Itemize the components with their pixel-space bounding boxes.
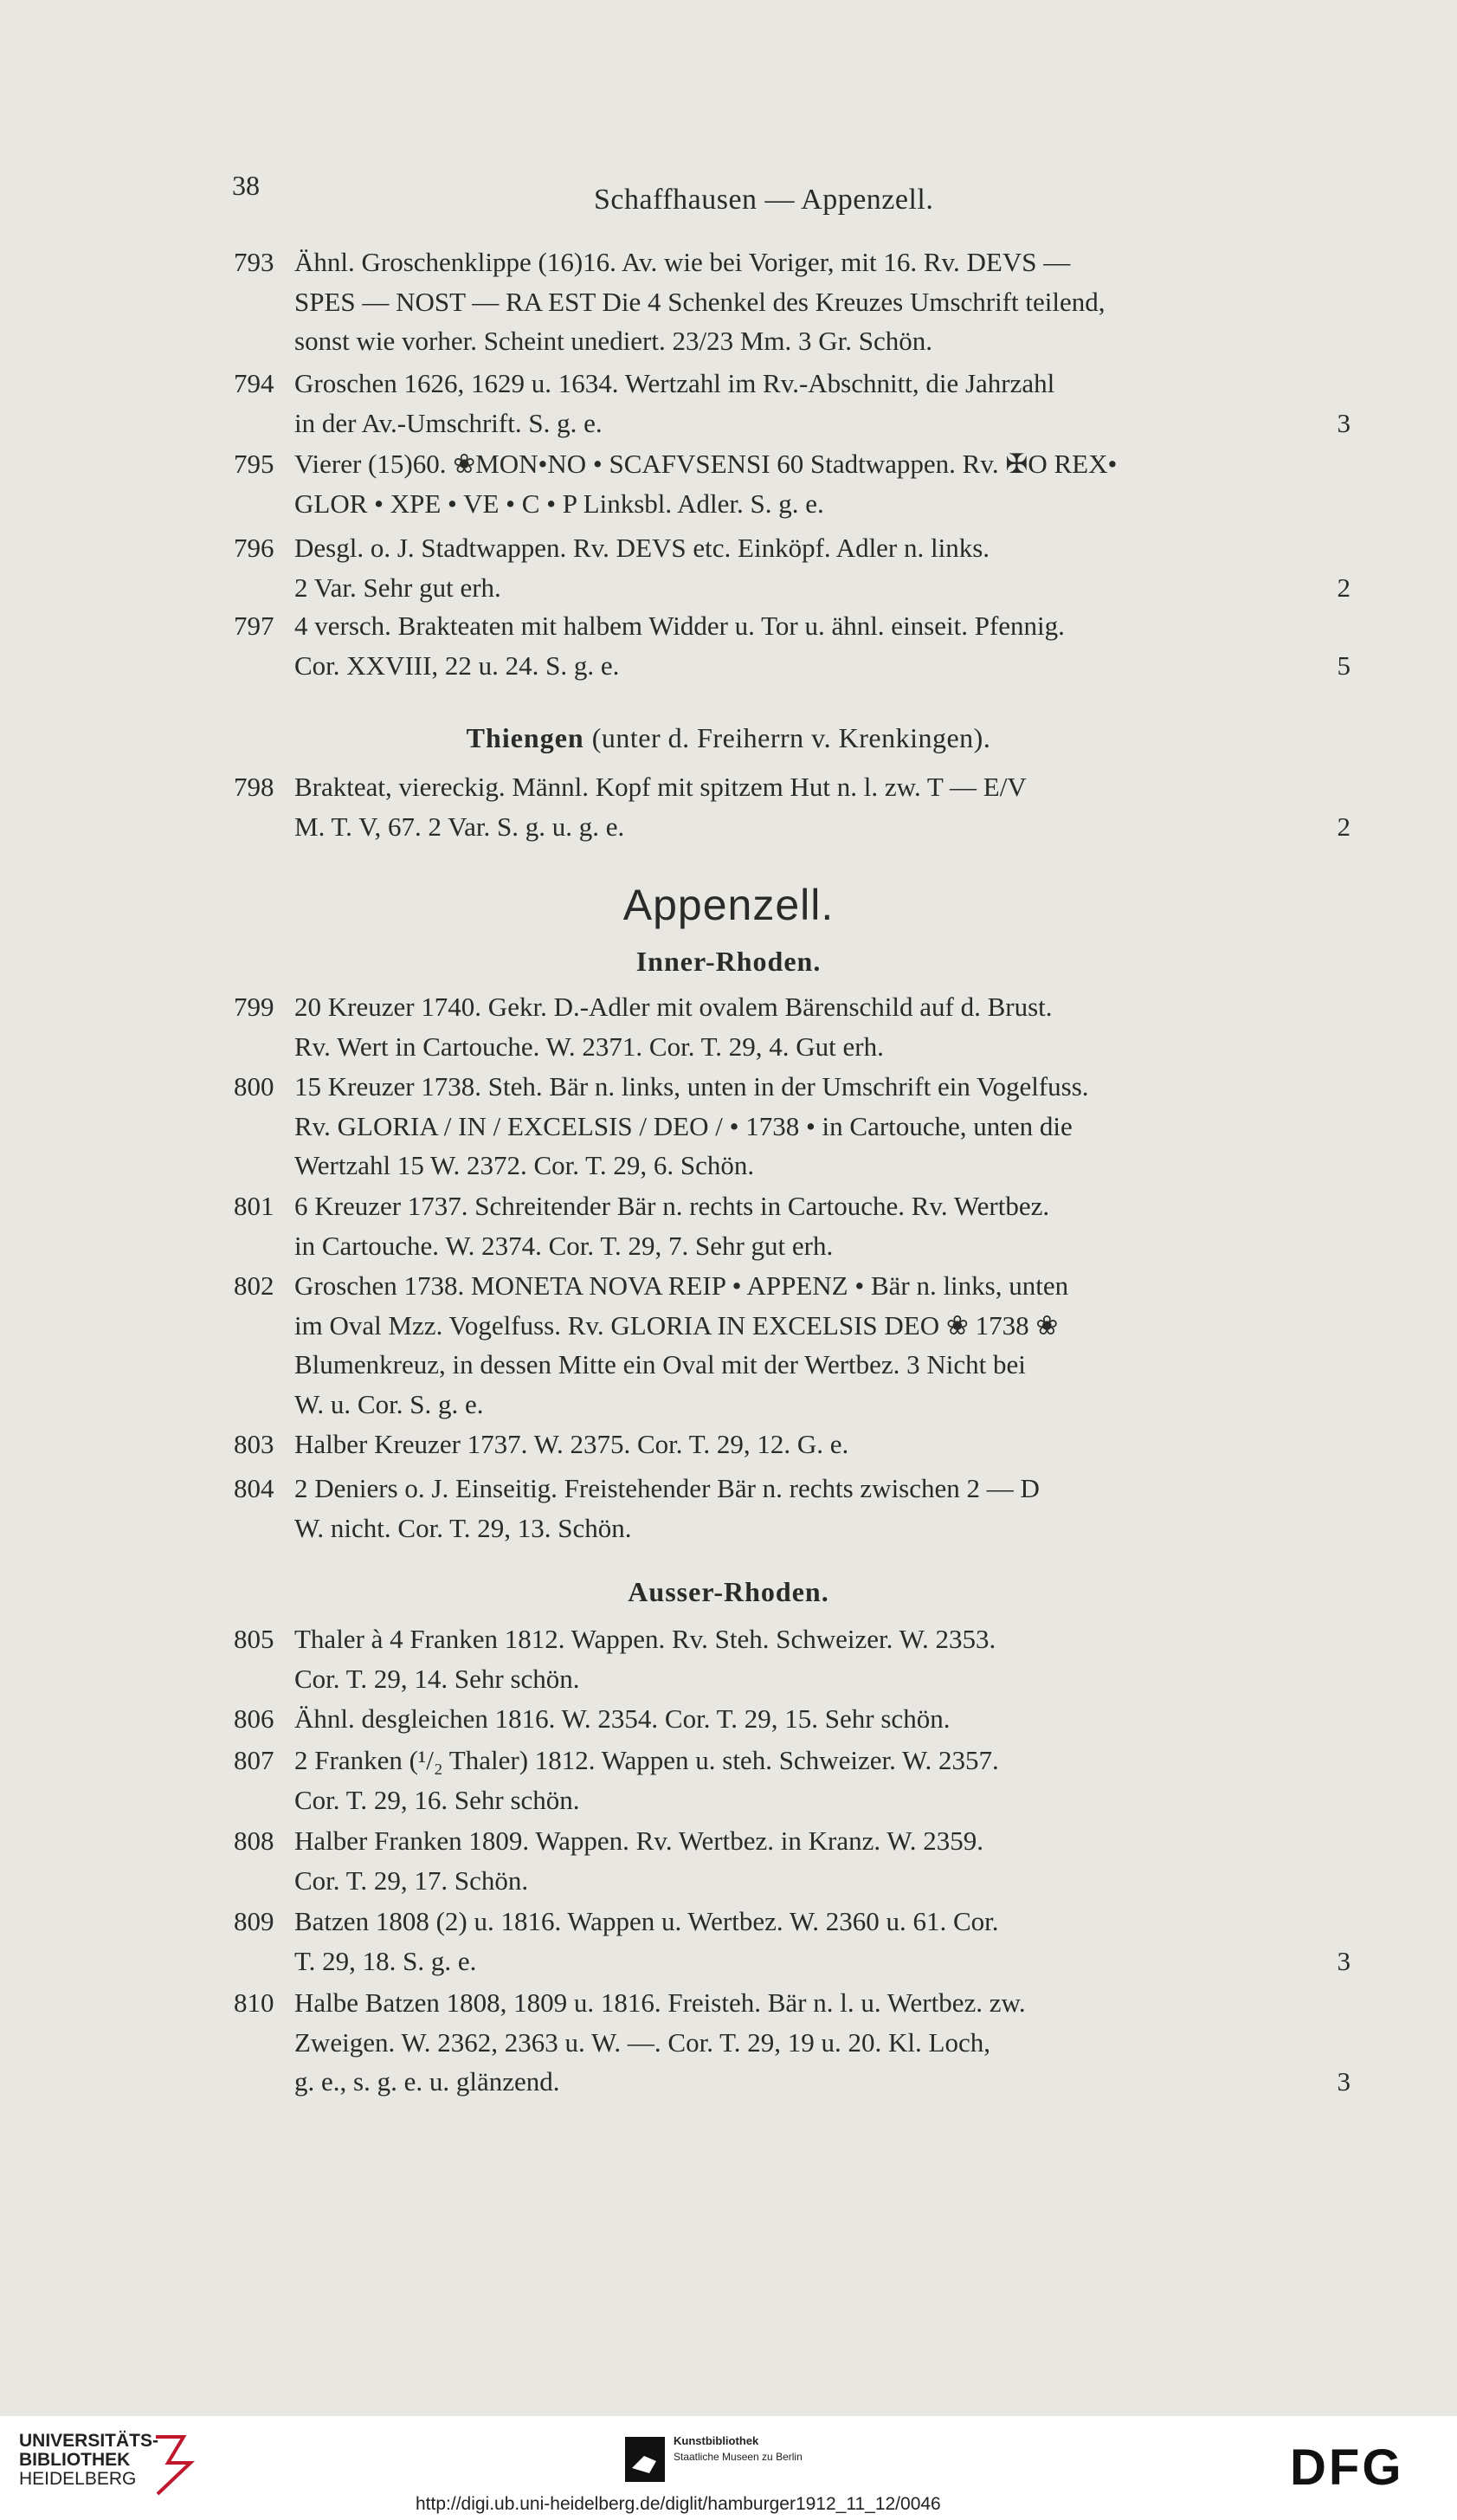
entry-794: 794 Groschen 1626, 1629 u. 1634. Wertzahl im Rv.-Abschnitt, die Jahrzahl in der Av.-Umschrift. S. g. e. 3 (234, 364, 1351, 443)
permalink-url[interactable]: http://digi.ub.uni-heidelberg.de/diglit/hamburger1912_11_12/0046 (416, 2494, 941, 2514)
entry-803: 803 Halber Kreuzer 1737. W. 2375. Cor. T. 29, 12. G. e. (234, 1429, 849, 1459)
entry-810: 810 Halbe Batzen 1808, 1809 u. 1816. Freisteh. Bär n. l. u. Wertbez. zw. Zweigen. W. 2362, 2363 u. W. —. Cor. T. 29, 19 u. 20. Kl. Loch, g. e., s. g. e. u. glänzend. 3 (234, 1983, 1351, 2102)
kunstbibliothek-logo-icon (623, 2435, 667, 2484)
entry-801: 801 6 Kreuzer 1737. Schreitender Bär n. rechts in Cartouche. Rv. Wertbez. in Cartouche. W. 2374. Cor. T. 29, 7. Sehr gut erh. (234, 1191, 1050, 1261)
price: 3 (1337, 1945, 1351, 1976)
entry-795: 795 Vierer (15)60. ❀MON•NO • SCAFVSENSI 60 Stadtwappen. Rv. ✠O REX• GLOR • XPE • VE • C • P Linksbl. Adler. S. g. e. (234, 449, 1118, 519)
price: 3 (1337, 407, 1351, 438)
entry-809: 809 Batzen 1808 (2) u. 1816. Wappen u. Wertbez. W. 2360 u. 61. Cor. T. 29, 18. S. g. e. 3 (234, 1902, 1351, 1980)
entry-796: 796 Desgl. o. J. Stadtwappen. Rv. DEVS etc. Einköpf. Adler n. links. 2 Var. Sehr gut erh. 2 (234, 528, 1351, 607)
entry-802: 802 Groschen 1738. MONETA NOVA REIP • APPENZ • Bär n. links, unten im Oval Mzz. Vogelfuss. Rv. GLORIA IN EXCELSIS DEO ❀ 1738 ❀ Blumenkreuz, in dessen Mitte ein Oval mit der Wertbez. 3 Nicht bei W. u. Cor. S. g. e. (234, 1270, 1069, 1419)
page-number: 38 (232, 170, 260, 201)
section-heading-thiengen: Thiengen (unter d. Freiherrn v. Krenkingen). (466, 722, 991, 753)
price: 3 (1337, 2066, 1351, 2097)
price: 5 (1337, 649, 1351, 681)
entry-798: 798 Brakteat, viereckig. Männl. Kopf mit spitzem Hut n. l. zw. T — E/V M. T. V, 67. 2 Var. S. g. u. g. e. 2 (234, 767, 1351, 846)
entry-793: 793 Ähnl. Groschenklippe (16)16. Av. wie bei Voriger, mit 16. Rv. DEVS — SPES — NOST — RA EST Die 4 Schenkel des Kreuzes Umschrift teilend, sonst wie vorher. Scheint unediert. 23/23 Mm. 3 Gr. Schön. (234, 247, 1106, 356)
entry-797: 797 4 versch. Brakteaten mit halbem Widder u. Tor u. ähnl. einseit. Pfennig. Cor. XXVIII, 22 u. 24. S. g. e. 5 (234, 606, 1351, 685)
entry-800: 800 15 Kreuzer 1738. Steh. Bär n. links, unten in der Umschrift ein Vogelfuss. Rv. GLORIA / IN / EXCELSIS / DEO / • 1738 • in Cartouche, unten die Wertzahl 15 W. 2372. Cor. T. 29, 6. Schön. (234, 1071, 1089, 1180)
section-heading-ausser-rhoden: Ausser-Rhoden. (628, 1576, 829, 1607)
entry-808: 808 Halber Franken 1809. Wappen. Rv. Wertbez. in Kranz. W. 2359. Cor. T. 29, 17. Schön. (234, 1825, 983, 1896)
section-heading-appenzell: Appenzell. (622, 881, 835, 929)
entry-805: 805 Thaler à 4 Franken 1812. Wappen. Rv. Steh. Schweizer. W. 2353. Cor. T. 29, 14. Sehr schön. (234, 1624, 996, 1694)
dfg-logo[interactable]: DFG (1290, 2439, 1404, 2496)
university-library-logo[interactable]: UNIVERSITÄTS- BIBLIOTHEK HEIDELBERG (19, 2431, 159, 2489)
section-heading-inner-rhoden: Inner-Rhoden. (635, 946, 822, 977)
price: 2 (1337, 811, 1351, 842)
entry-806: 806 Ähnl. desgleichen 1816. W. 2354. Cor. T. 29, 15. Sehr schön. (234, 1703, 951, 1734)
entry-804: 804 2 Deniers o. J. Einseitig. Freistehender Bär n. rechts zwischen 2 — D W. nicht. Cor. T. 29, 13. Schön. (234, 1473, 1040, 1543)
entry-807: 807 2 Franken (¹/₂ Thaler) 1812. Wappen u. steh. Schweizer. W. 2357. Cor. T. 29, 16. Sehr schön. (234, 1745, 999, 1815)
library-emblem-icon (149, 2428, 201, 2497)
price: 2 (1337, 572, 1351, 603)
entry-799: 799 20 Kreuzer 1740. Gekr. D.-Adler mit ovalem Bärenschild auf d. Brust. Rv. Wert in Cartouche. W. 2371. Cor. T. 29, 4. Gut erh. (234, 992, 1053, 1062)
running-head: Schaffhausen — Appenzell. (594, 184, 934, 216)
kunstbibliothek-label: Kunstbibliothek Staatliche Museen zu Berlin (674, 2434, 803, 2463)
